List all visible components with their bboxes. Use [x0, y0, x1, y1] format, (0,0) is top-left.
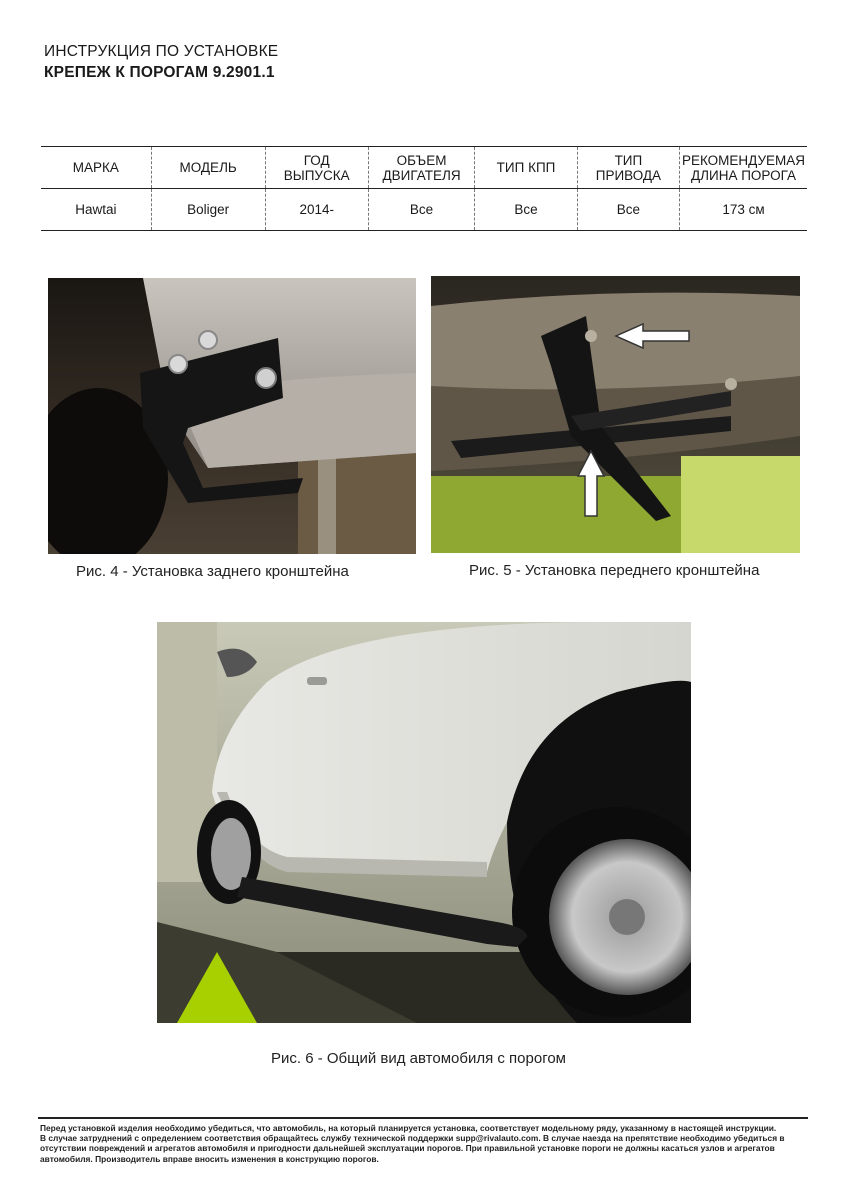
header-engine: ОБЪЕМ ДВИГАТЕЛЯ [368, 147, 474, 189]
footer-divider [38, 1117, 808, 1119]
footer-line: отсутствии повреждений и агрегатов автомобиля и пригодности дальнейшей эксплуатации порогов. При правильной установке пороги не должны касаться узлов и агрегатов [40, 1143, 775, 1154]
value-gearbox: Все [475, 189, 578, 231]
header-brand: МАРКА [41, 147, 151, 189]
fig5-caption: Рис. 5 - Установка переднего кронштейна [469, 562, 760, 579]
header-year: ГОД ВЫПУСКА [265, 147, 368, 189]
header-length: РЕКОМЕНДУЕМАЯ ДЛИНА ПОРОГА [680, 147, 807, 189]
spec-table-row [41, 189, 807, 231]
value-length: 173 см [680, 189, 807, 231]
value-engine: Все [368, 189, 474, 231]
header-model: МОДЕЛЬ [151, 147, 265, 189]
car-overview-photo [157, 622, 691, 1023]
page-title: ИНСТРУКЦИЯ ПО УСТАНОВКЕ [44, 43, 279, 60]
header-drive: ТИП ПРИВОДА [577, 147, 679, 189]
footer-notice [40, 1123, 810, 1164]
value-model: Boliger [151, 189, 265, 231]
rear-bracket-photo [48, 278, 416, 554]
page-subtitle: КРЕПЕЖ К ПОРОГАМ 9.2901.1 [44, 64, 275, 81]
footer-line: Перед установкой изделия необходимо убедиться, что автомобиль, на который планируется установка, соответствует модельному ряду, указанному в настоящей инструкции. [40, 1123, 777, 1133]
spec-table-header-row [41, 147, 807, 189]
fig6-caption: Рис. 6 - Общий вид автомобиля с порогом [271, 1050, 566, 1067]
front-bracket-photo [431, 276, 800, 553]
footer-line: автомобиля. Производитель вправе вносить изменения в конструкцию порогов. [40, 1153, 379, 1164]
header-gearbox: ТИП КПП [475, 147, 578, 189]
footer-line: В случае затруднений с определением соответствия обращайтесь службу технической поддержки supp@rivalauto.com. В случае наезда на препятствие необходимо убедиться в [40, 1133, 785, 1144]
spec-table [41, 146, 807, 231]
value-brand: Hawtai [75, 202, 117, 217]
fig4-caption: Рис. 4 - Установка заднего кронштейна [76, 563, 349, 580]
value-drive: Все [577, 189, 679, 231]
value-year: 2014- [265, 189, 368, 231]
